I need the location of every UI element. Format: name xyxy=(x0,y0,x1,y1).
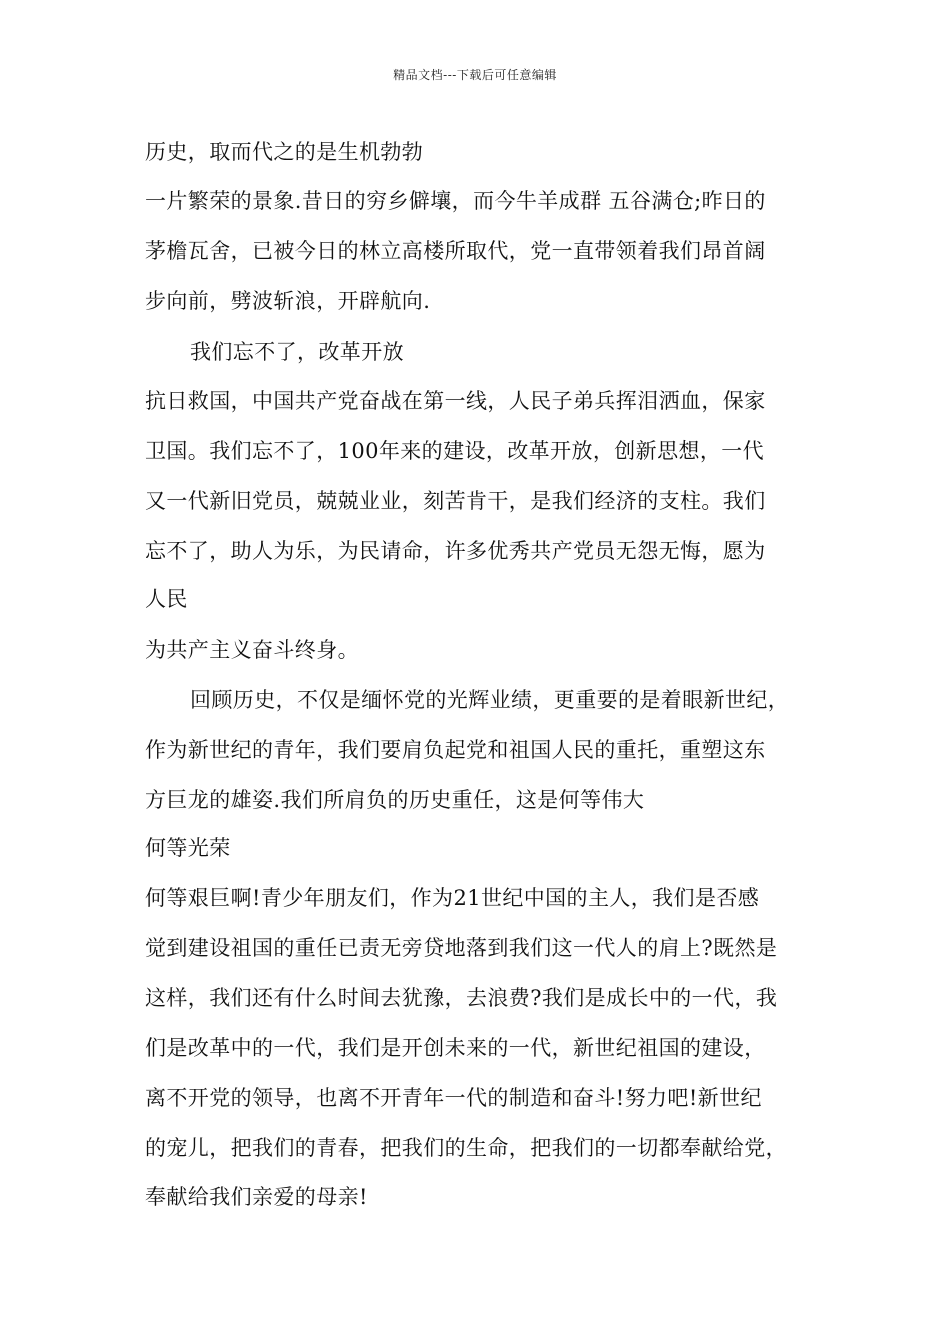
text-line: 奉献给我们亲爱的母亲! xyxy=(145,1185,368,1209)
text-line: 为共产主义奋斗终身。 xyxy=(145,638,359,662)
text-line: 卫国。我们忘不了，100年来的建设，改革开放，创新思想，一代 xyxy=(145,439,765,463)
page-header: 精品文档---下载后可任意编辑 xyxy=(393,68,557,82)
text-line: 觉到建设祖国的重任已责无旁贷地落到我们这一代人的肩上?既然是 xyxy=(145,936,778,960)
text-line: 作为新世纪的青年，我们要肩负起党和祖国人民的重托，重塑这东 xyxy=(145,738,766,762)
text-line: 忘不了，助人为乐，为民请命，许多优秀共产党员无怨无悔，愿为 xyxy=(145,539,766,563)
text-line: 这样，我们还有什么时间去犹豫，去浪费?我们是成长中的一代，我 xyxy=(145,986,778,1010)
text-line: 离不开党的领导，也离不开青年一代的制造和奋斗!努力吧!新世纪 xyxy=(145,1086,762,1110)
text-line: 的宠儿，把我们的青春，把我们的生命，把我们的一切都奉献给党， xyxy=(145,1136,787,1160)
text-line: 们是改革中的一代，我们是开创未来的一代，新世纪祖国的建设， xyxy=(145,1036,766,1060)
text-line: 步向前，劈波斩浪，开辟航向. xyxy=(145,289,431,313)
text-line: 又一代新旧党员，兢兢业业，刻苦肯干，是我们经济的支柱。我们 xyxy=(145,489,766,513)
text-line: 方巨龙的雄姿.我们所肩负的历史重任，这是何等伟大 xyxy=(145,788,645,812)
text-line: 茅檐瓦舍，已被今日的林立高楼所取代，党一直带领着我们昂首阔 xyxy=(145,239,766,263)
text-line: 人民 xyxy=(145,587,188,611)
text-line: 回顾历史，不仅是缅怀党的光辉业绩，更重要的是着眼新世纪， xyxy=(190,688,790,712)
text-line: 我们忘不了，改革开放 xyxy=(190,340,404,364)
text-line: 一片繁荣的景象.昔日的穷乡僻壤，而今牛羊成群 五谷满仓;昨日的 xyxy=(145,189,766,213)
text-line: 抗日救国，中国共产党奋战在第一线，人民子弟兵挥泪洒血，保家 xyxy=(145,389,766,413)
text-line: 何等光荣 xyxy=(145,836,231,860)
text-line: 历史，取而代之的是生机勃勃 xyxy=(145,140,424,164)
text-line: 何等艰巨啊!青少年朋友们，作为21世纪中国的主人，我们是否感 xyxy=(145,886,760,910)
